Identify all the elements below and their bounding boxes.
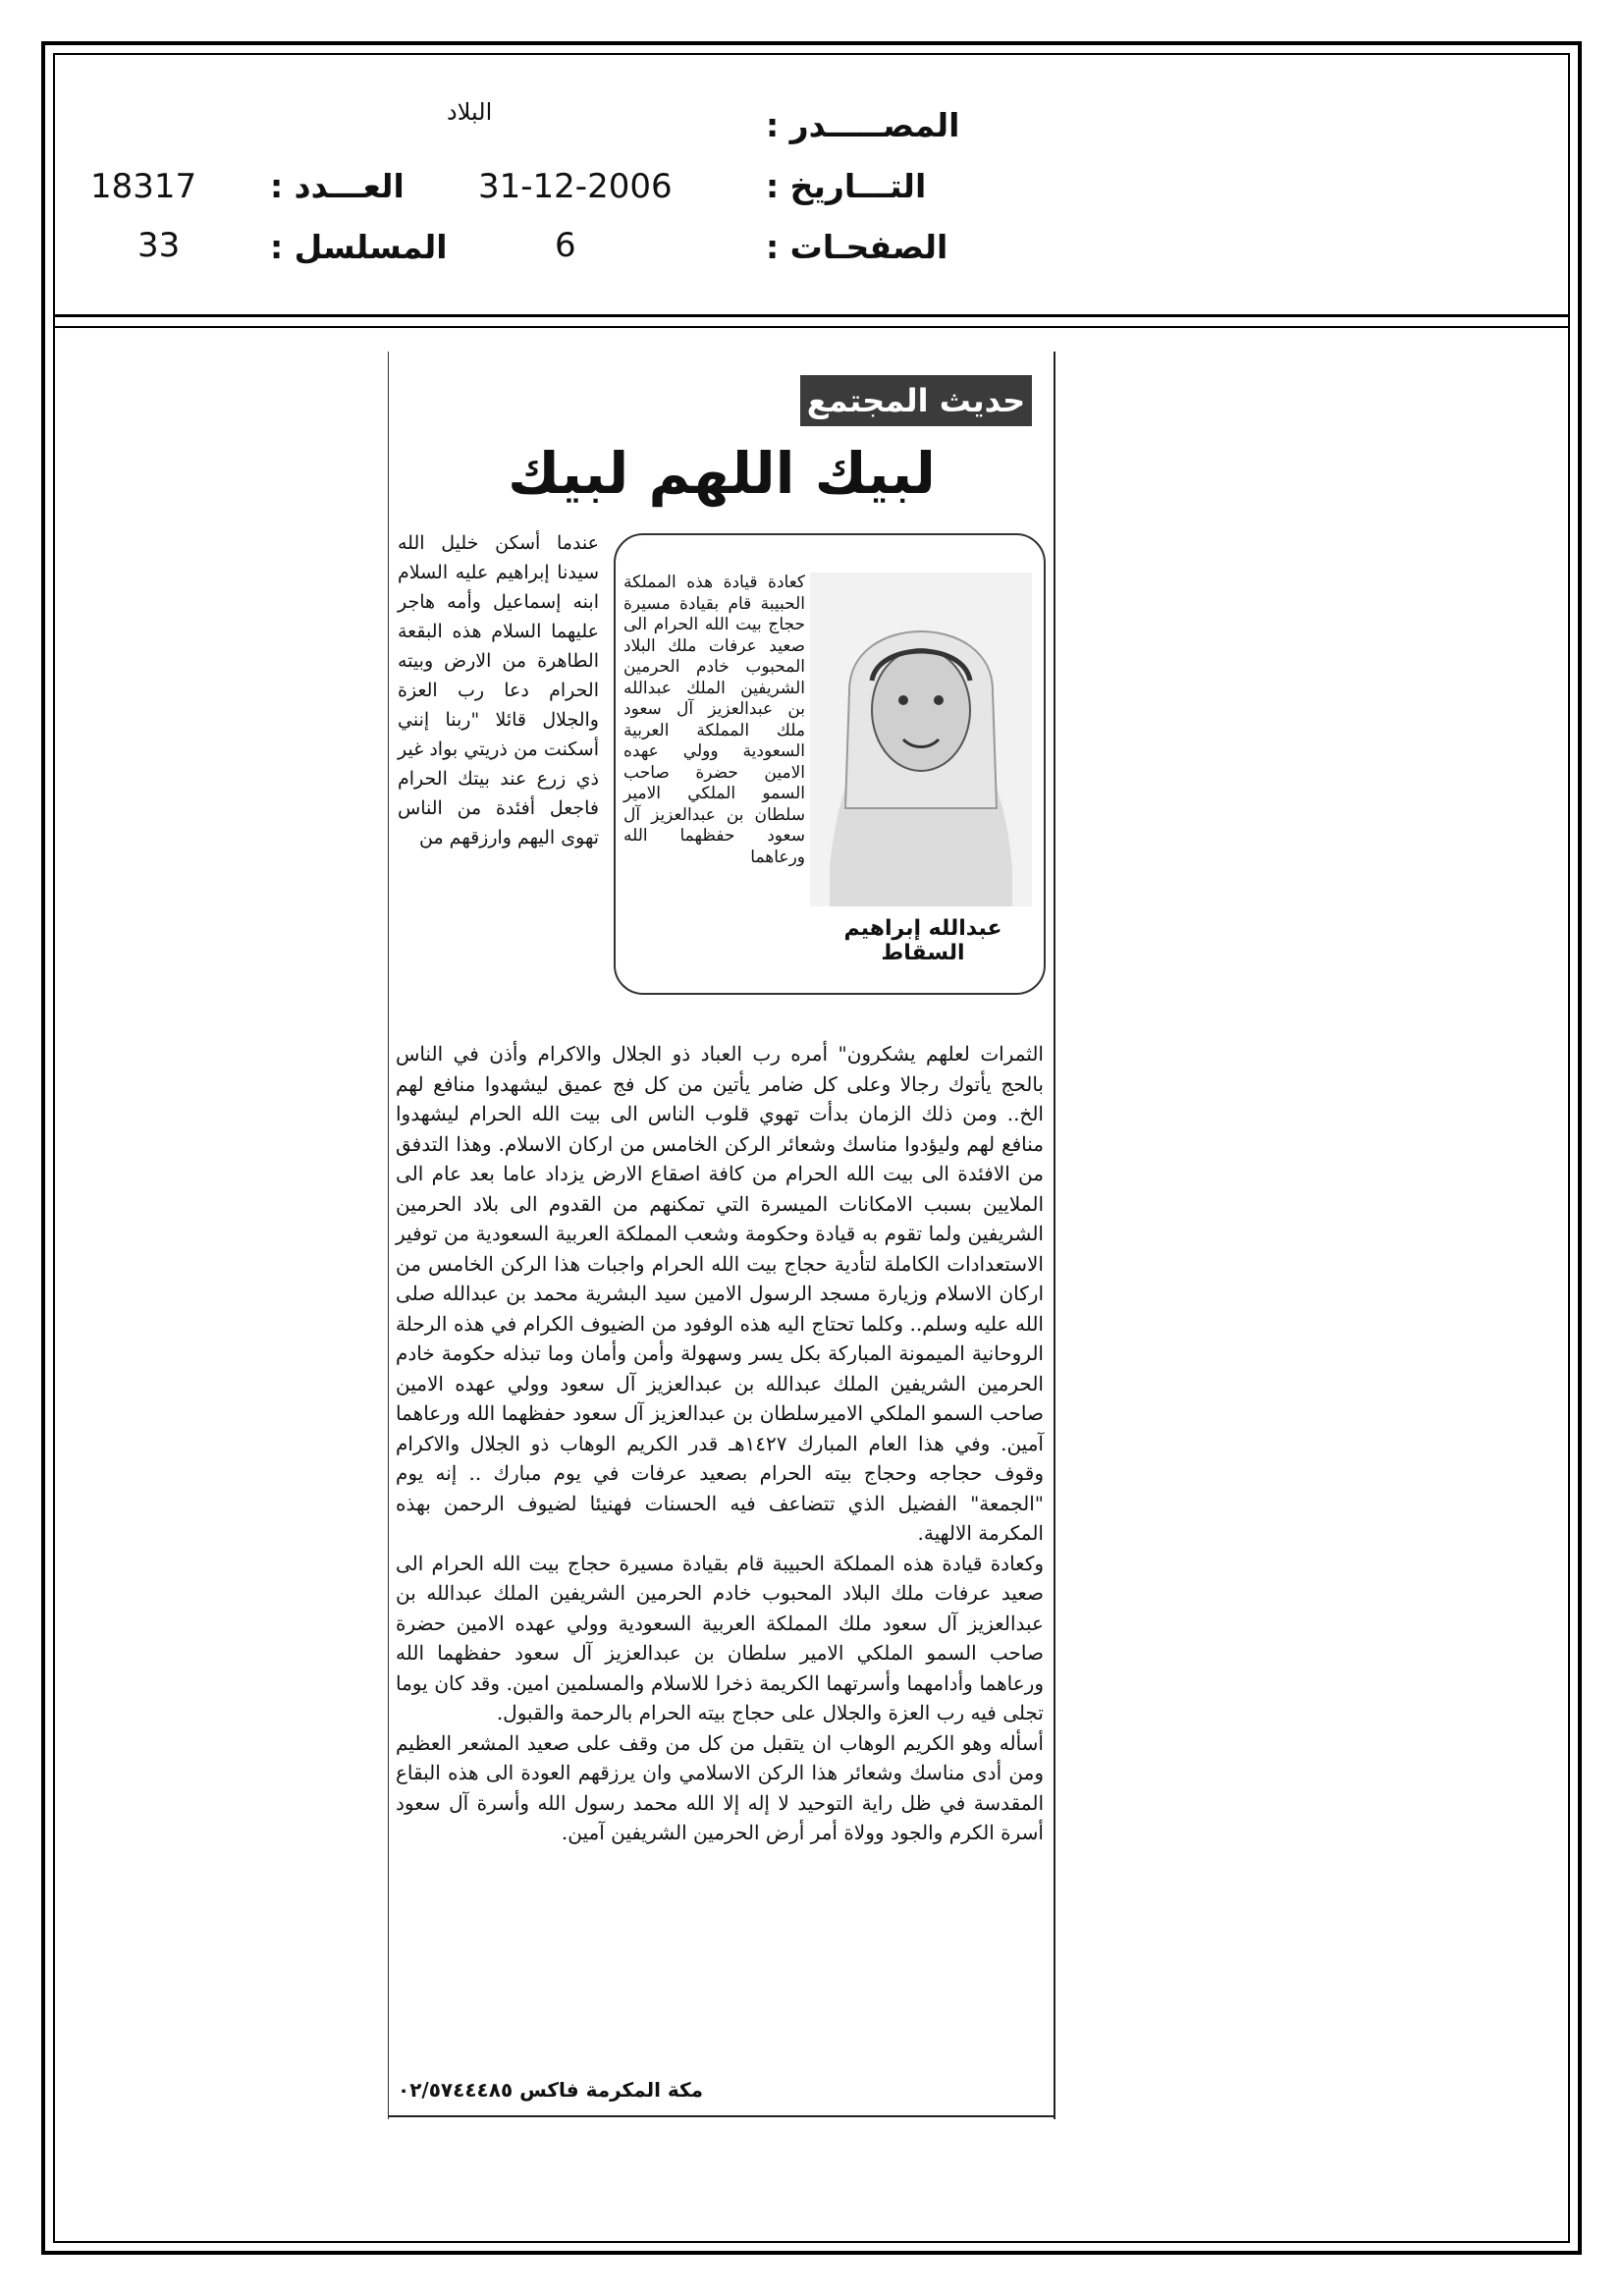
source-label: المصـــــدر : <box>766 106 960 144</box>
serial-value: 33 <box>137 226 181 265</box>
body-paragraph-2: وكعادة قيادة هذه المملكة الحبيبة قام بقيادة مسيرة حجاج بيت الله الحرام الى صعيد عرفات ملك البلاد المحبوب خادم الحرمين الشريفين الملك عبدالله بن عبدالعزيز آل سعود ملك المملكة العربية السعودية وولي عهده الامين حضرة صاحب السمو الملكي الامير سلطان بن عبدالعزيز آل سعود حفظهما الله ورعاهما وأدامهما وأسرتهما الكريمة ذخرا للاسلام والمسلمين امين. وقد كان يوما تجلى فيه رب العزة والجلال على حجاج بيته الحرام بالرحمة والقبول. <box>396 1551 1044 1724</box>
article-body <box>396 1039 1044 1848</box>
date-label: التـــاريخ : <box>766 167 927 205</box>
portrait-photo-icon <box>810 573 1032 906</box>
header-divider <box>53 314 1570 317</box>
section-tag: حديث المجتمع <box>800 375 1032 426</box>
intro-paragraph: كعادة قيادة هذه المملكة الحبيبة قام بقيادة مسيرة حجاج بيت الله الحرام الى صعيد عرفات ملك البلاد المحبوب خادم الحرمين الشريفين الملك عبدالله بن عبدالعزيز آل سعود ملك المملكة العربية السعودية وولي عهده الامين حضرة صاحب السمو الملكي الامير سلطان بن عبدالعزيز آل سعود حفظهما الله ورعاهما <box>623 573 805 867</box>
source-value: البلاد <box>447 98 493 126</box>
serial-label: المسلسل : <box>270 228 448 266</box>
body-paragraph-3: أسأله وهو الكريم الوهاب ان يتقبل من كل من وقف على صعيد المشعر العظيم ومن أدى مناسك وشعائر هذا الركن الاسلامي وان يرزقهم العودة الى هذه البقاع المقدسة في ظل راية التوحيد لا إله إلا الله محمد رسول الله وأسرة آل سعود أسرة الكرم والجود وولاة أمر أرض الحرمين الشريفين آمين. <box>396 1730 1044 1844</box>
header-divider-inner <box>53 326 1570 328</box>
clip-border-bottom <box>388 2115 1055 2117</box>
clip-border-left <box>388 352 389 2119</box>
pages-value: 6 <box>555 226 576 265</box>
fax-line: مكة المكرمة فاكس ٠٢/٥٧٤٤٤٨٥ <box>398 2078 704 2102</box>
side-column-text: عندما أسكن خليل الله سيدنا إبراهيم عليه السلام ابنه إسماعيل وأمه هاجر عليهما السلام هذه البقعة الطاهرة من الارض وبيته الحرام دعا رب العزة والجلال قائلا "ربنا إنني أسكنت من ذريتي بواد غير ذي زرع عند بيتك الحرام فاجعل أفئدة من الناس تهوى اليهم وارزقهم من <box>398 532 599 848</box>
author-portrait <box>810 573 1032 906</box>
issue-value: 18317 <box>90 167 197 206</box>
date-value: 31-12-2006 <box>478 167 673 206</box>
pages-label: الصفحـات : <box>766 228 948 266</box>
author-byline: عبدالله إبراهيم السقاط <box>843 916 1002 965</box>
body-paragraph-1: الثمرات لعلهم يشكرون" أمره رب العباد ذو الجلال والاكرام وأذن في الناس بالحج يأتوك رجالا وعلى كل ضامر يأتين من كل فج عميق ليشهدوا منافع لهم الخ.. ومن ذلك الزمان بدأت تهوي قلوب الناس الى بيت الله الحرام ليشهدوا منافع لهم وليؤدوا مناسك وشعائر الركن الخامس من اركان الاسلام. وهذا التدفق من الافئدة الى بيت الله الحرام من كافة اصقاع الارض يزداد عاما بعد عام الى الملايين بسبب الامكانات الميسرة التي تمكنهم من القدوم الى بلاد الحرمين الشريفين ولما تقوم به قيادة وحكومة وشعب المملكة العربية السعودية من توفير الاستعدادات الكاملة لتأدية حجاج بيت الله الحرام واجبات هذا الركن الخامس من اركان الاسلام وزيارة مسجد الرسول الامين سيد البشرية محمد بن عبدالله صلى الله عليه وسلم.. وكلما تحتاج اليه هذه الوفود من الضيوف الكرام في هذه الرحلة الروحانية الميمونة المباركة بكل يسر وسهولة وأمن وأمان وما تبذله حكومة خادم الحرمين الشريفين الملك عبدالله بن عبدالعزيز آل سعود وولي عهده الامين صاحب السمو الملكي الاميرسلطان بن عبدالعزيز آل سعود حفظهما الله ورعاهما آمين. وفي هذا العام المبارك ١٤٢٧هـ قدر الكريم الوهاب ذو الجلال والاكرام وقوف حجاجه وحجاج بيته الحرام بصعيد عرفات في يوم مبارك .. إنه يوم "الجمعة" الفضيل الذي تتضاعف فيه الحسنات فهنيئا لضيوف الرحمن بهذه المكرمة الالهية. <box>396 1042 1045 1545</box>
issue-label: العـــدد : <box>270 167 405 205</box>
clip-border-right <box>1054 352 1055 2119</box>
newspaper-clipping <box>388 352 1055 2127</box>
article-title: لبيك اللهم لبيك <box>508 440 936 507</box>
